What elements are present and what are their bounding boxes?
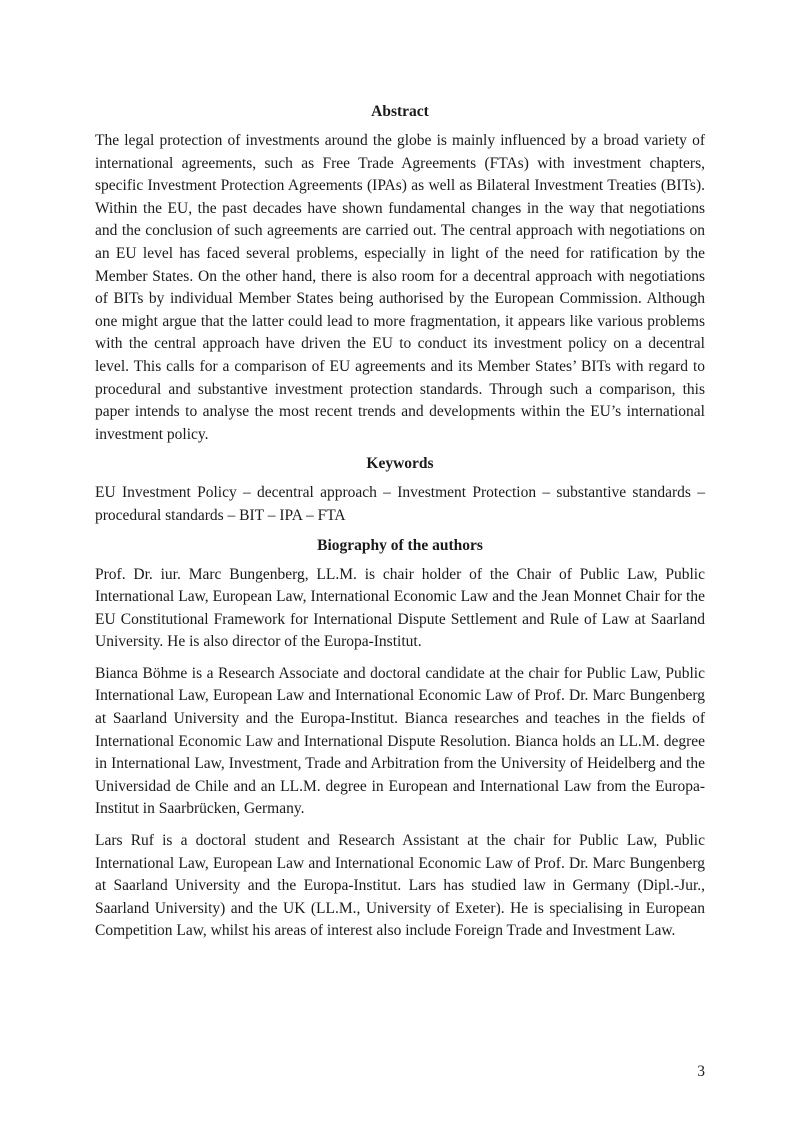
biography-paragraph-boehme: Bianca Böhme is a Research Associate and doctoral candidate at the chair for Public Law, Public International Law, European Law and International Economic Law of Prof. Dr. Marc Bungenberg at Saarland University and the Europa-Institut. Bianca researches and teaches in the fields of International Economic Law and International Dispute Resolution. Bianca holds an LL.M. degree in International Law, Investment, Trade and Arbitration from the University of Heidelberg and the Universidad de Chile and an LL.M. degree in European and International Law from the Europa-Institut in Saarbrücken, Germany.	[95, 664, 705, 818]
biography-paragraph-bungenberg: Prof. Dr. iur. Marc Bungenberg, LL.M. is chair holder of the Chair of Public Law, Public International Law, European Law, International Economic Law and the Jean Monnet Chair for the EU Constitutional Framework for International Dispute Settlement and Rule of Law at Saarland University. He is also director of the Europa-Institut.	[95, 565, 705, 651]
document-page	[95, 100, 705, 943]
page-number: 3	[697, 1063, 705, 1080]
abstract-text: The legal protection of investments around the globe is mainly influenced by a broad variety of international agreements, such as Free Trade Agreements (FTAs) with investment chapters, specific Investment Protection Agreements (IPAs) as well as Bilateral Investment Treaties (BITs). Within the EU, the past decades have shown fundamental changes in the way that negotiations and the conclusion of such agreements are carried out. The central approach with negotiations on an EU level has faced several problems, especially in light of the need for ratification by the Member States. On the other hand, there is also room for a decentral approach with negotiations of BITs by individual Member States being authorised by the European Commission. Although one might argue that the latter could lead to more fragmentation, it appears like various problems with the central approach have driven the EU to conduct its investment policy on a decentral level. This calls for a comparison of EU agreements and its Member States’ BITs with regard to procedural and substantive investment protection standards. Through such a comparison, this paper intends to analyse the most recent trends and developments within the EU’s international investment policy.	[95, 132, 705, 443]
abstract-heading: Abstract	[371, 103, 429, 120]
keywords-text: EU Investment Policy – decentral approach – Investment Protection – substantive standards – procedural standards – BIT – IPA – FTA	[95, 484, 705, 524]
biography-paragraph-ruf: Lars Ruf is a doctoral student and Research Assistant at the chair for Public Law, Public International Law, European Law and International Economic Law of Prof. Dr. Marc Bungenberg at Saarland University and the Europa-Institut. Lars has studied law in Germany (Dipl.-Jur., Saarland University) and the UK (LL.M., University of Exeter). He is specialising in European Competition Law, whilst his areas of interest also include Foreign Trade and Investment Law.	[95, 832, 705, 940]
biography-heading: Biography of the authors	[317, 536, 483, 554]
keywords-heading: Keywords	[366, 455, 434, 473]
